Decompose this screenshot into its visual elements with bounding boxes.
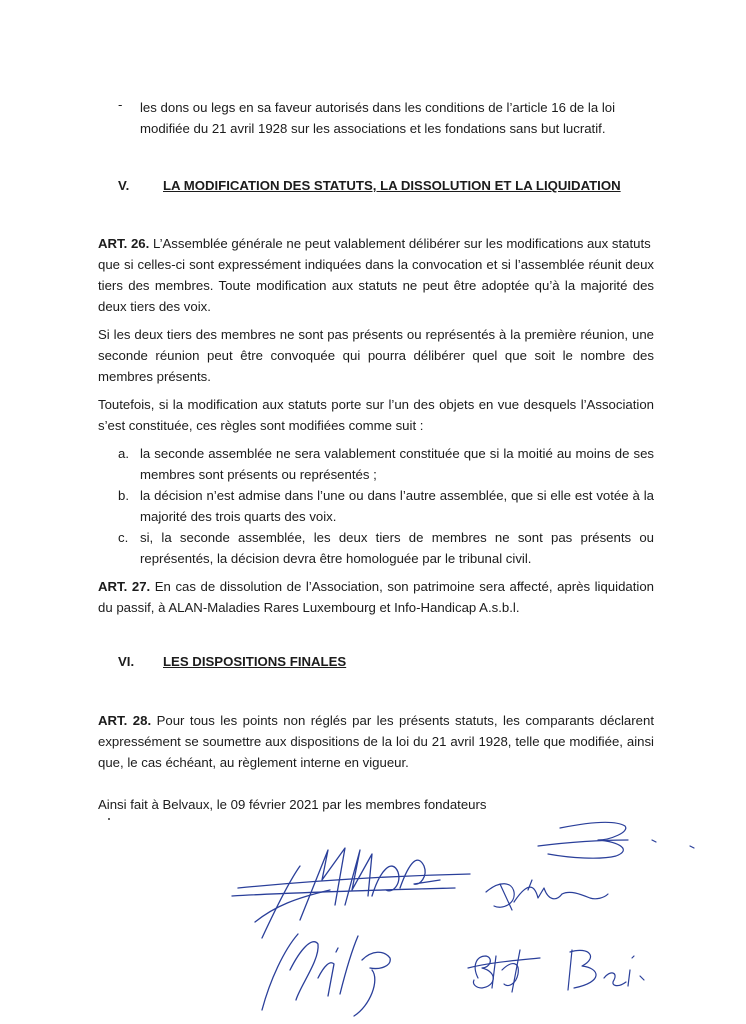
art26-p1-line-2: que si celles-ci sont expressément indiquées dans la convocation et si l’assemblée réunit deux xyxy=(98,257,654,272)
art27-text: En cas de dissolution de l’Association, son patrimoine sera affecté, après liquidation xyxy=(150,579,654,594)
list-item-b-line-2: majorité des trois quarts des voix. xyxy=(140,509,337,524)
list-letter-b: b. xyxy=(118,488,129,503)
art26-p2-line-1: Si les deux tiers des membres ne sont pas présents ou représentés à la première réunion, une xyxy=(98,327,654,342)
art27-line-1 xyxy=(98,576,654,597)
art26-p3-line-1: Toutefois, si la modification aux statuts porte sur l’un des objets en vue desquels l’Association xyxy=(98,397,654,412)
list-item-a-line-2: membres sont présents ou représentés ; xyxy=(140,467,377,482)
art27-line-2: du passif, à ALAN-Maladies Rares Luxembourg et Info-Handicap A.s.b.l. xyxy=(98,600,520,615)
section-number: VI. xyxy=(118,654,135,669)
art28-label: ART. 28. xyxy=(98,713,152,728)
art28-text: Pour tous les points non réglés par les présents statuts, les comparants déclarent xyxy=(151,713,654,728)
list-item-b-line-1: la décision n’est admise dans l’une ou dans l’autre assemblée, que si elle est votée à la xyxy=(140,488,654,503)
signature-2 xyxy=(486,880,608,910)
signature-3 xyxy=(538,822,694,858)
list-letter-a: a. xyxy=(118,446,129,461)
art26-label: ART. 26. xyxy=(98,236,150,251)
signature-1 xyxy=(232,848,470,938)
art26-p1-line-4: deux tiers des voix. xyxy=(98,299,211,314)
list-item-c-line-2: représentés, la décision devra être homologuée par le tribunal civil. xyxy=(140,551,532,566)
signature-4 xyxy=(262,934,390,1016)
founders-signatures xyxy=(0,810,746,1024)
continued-item-line-1: les dons ou legs en sa faveur autorisés dans les conditions de l’article 16 de la loi xyxy=(140,100,616,115)
section-title: LA MODIFICATION DES STATUTS, LA DISSOLUTION ET LA LIQUIDATION xyxy=(163,178,621,193)
art26-p1-text: L’Assemblée générale ne peut valablement délibérer sur les modifications aux statuts xyxy=(149,236,651,251)
art28-line-1 xyxy=(98,710,654,731)
bullet-dash: - xyxy=(118,97,123,112)
list-item-c-line-1: si, la seconde assemblée, les deux tiers de membres ne sont pas présents ou xyxy=(140,530,654,545)
list-item-a-line-1: la seconde assemblée ne sera valablement constituée que si la moitié au moins de ses xyxy=(140,446,654,461)
signature-6 xyxy=(568,950,644,990)
art26-p3-line-2: s’est constituée, ces règles sont modifiées comme suit : xyxy=(98,418,424,433)
art28-line-2: expressément se soumettre aux dispositions de la loi du 21 avril 1928, telle que modifiée, ainsi xyxy=(98,734,654,749)
art26-p1-line-3: tiers des membres. Toute modification aux statuts ne peut être adoptée qu’à la majorité des xyxy=(98,278,654,293)
signature-5 xyxy=(468,950,540,992)
art26-p2-line-3: membres présents. xyxy=(98,369,211,384)
art27-label: ART. 27. xyxy=(98,579,151,594)
art26-p1-line-1 xyxy=(98,233,654,254)
section-number: V. xyxy=(118,178,130,193)
art26-p2-line-2: seconde réunion peut être convoquée qui pourra délibérer quel que soit le nombre des xyxy=(98,348,654,363)
continued-item-line-2: modifiée du 21 avril 1928 sur les associations et les fondations sans but lucratif. xyxy=(140,121,606,136)
list-letter-c: c. xyxy=(118,530,129,545)
section-title: LES DISPOSITIONS FINALES xyxy=(163,654,347,669)
closing-statement: Ainsi fait à Belvaux, le 09 février 2021 par les membres fondateurs xyxy=(98,797,487,812)
art28-line-3: que, le cas échéant, au règlement interne en vigueur. xyxy=(98,755,409,770)
